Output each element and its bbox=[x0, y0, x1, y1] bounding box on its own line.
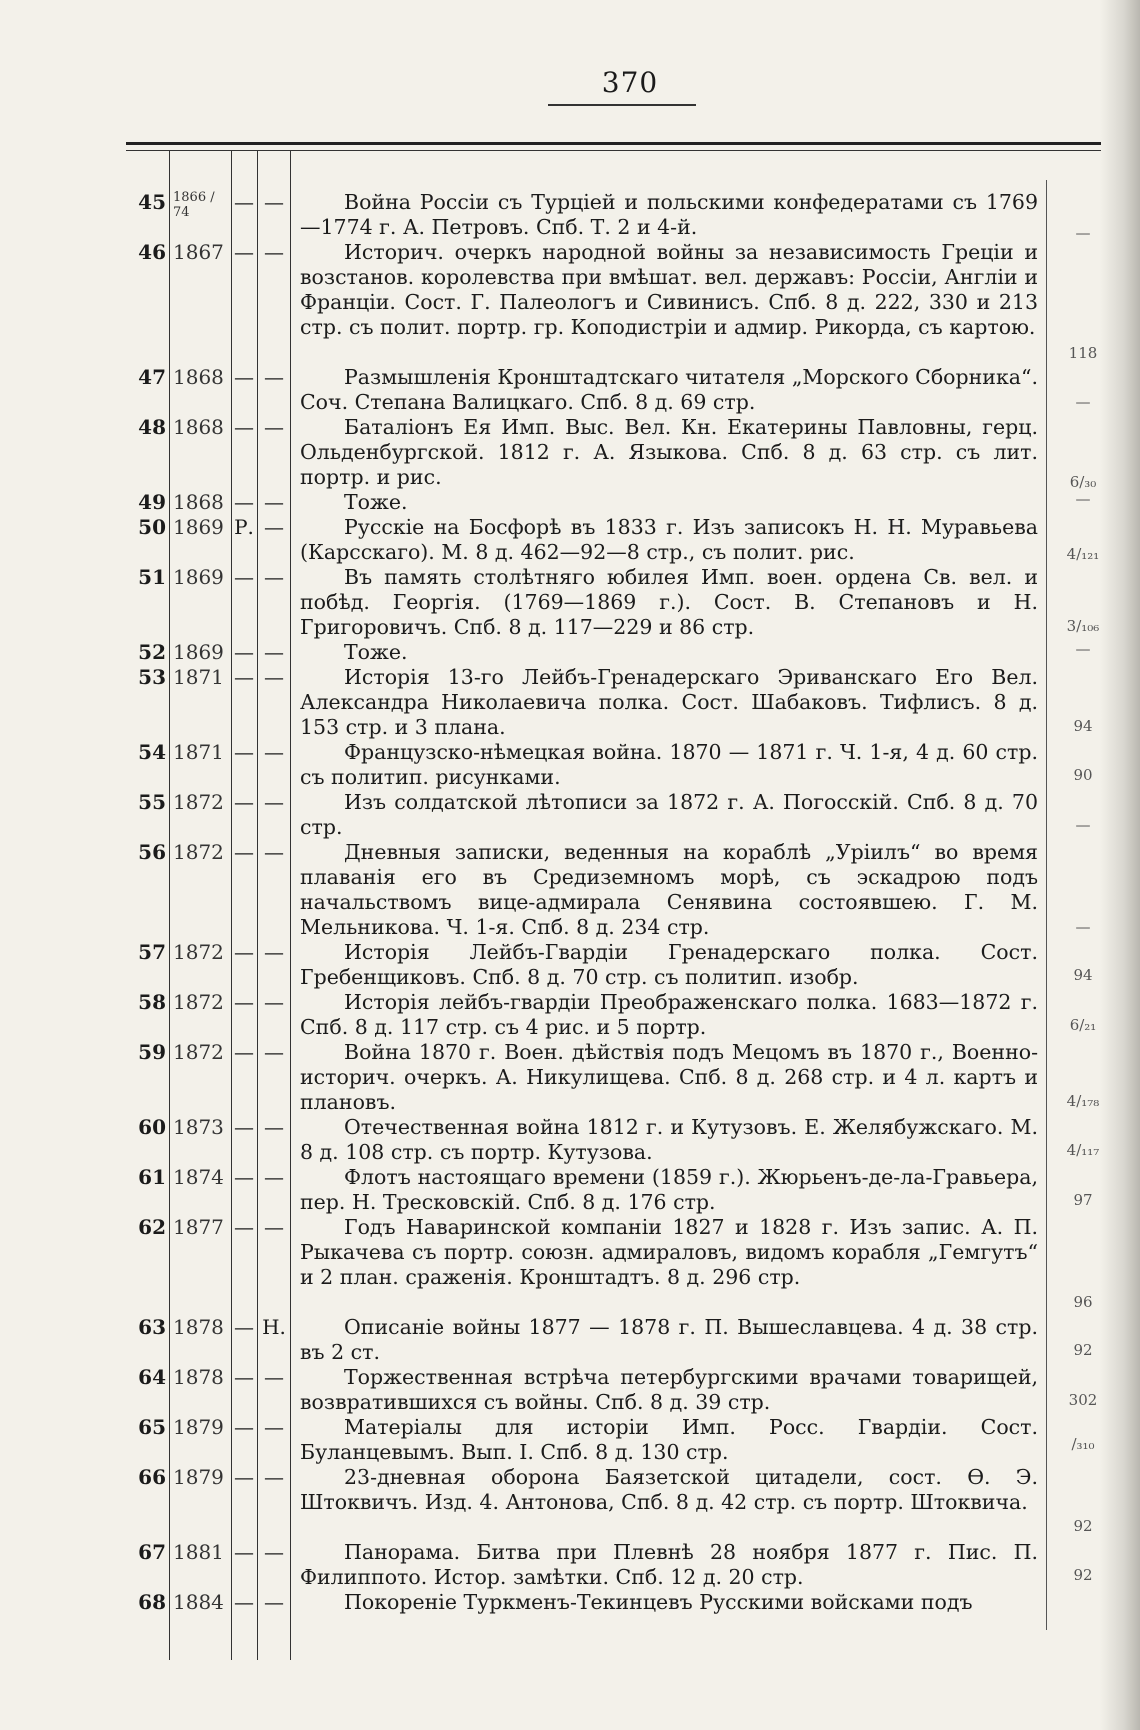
entry-col-b: — bbox=[264, 665, 284, 689]
entry-price: — bbox=[1075, 816, 1091, 834]
entry-col-b: — bbox=[264, 1365, 284, 1389]
entry-year: 1871 bbox=[173, 665, 224, 689]
entry-col-a: — bbox=[234, 565, 254, 589]
entry-price: — bbox=[1075, 393, 1091, 411]
entry-price: 4/₁₁₇ bbox=[1066, 1141, 1100, 1159]
entry-title: Торжественная встрѣча петербургскими врачами товарищей, возвратившихся съ войны. Спб. 8 д. 39 стр. bbox=[300, 1365, 1038, 1414]
entry-col-a: — bbox=[234, 1415, 254, 1439]
entry-year: 1869 bbox=[173, 515, 224, 539]
entry-col-a: — bbox=[234, 665, 254, 689]
entry-col-a: Р. bbox=[234, 515, 254, 539]
entry-col-a: — bbox=[234, 365, 254, 389]
page-number: 370 bbox=[601, 66, 659, 99]
entry-number: 57 bbox=[138, 940, 166, 964]
entry-price: 4/₁₂₁ bbox=[1066, 545, 1100, 563]
entry-col-a: — bbox=[234, 490, 254, 514]
entry-number: 58 bbox=[138, 990, 166, 1014]
entry-col-a: — bbox=[234, 1590, 254, 1614]
entry-col-a: — bbox=[234, 640, 254, 664]
entry-year: 1881 bbox=[173, 1540, 224, 1564]
entry-title: Война 1870 г. Воен. дѣйствія подъ Мецомъ въ 1870 г., Военно-историч. очеркъ. А. Никулищева. Спб. 8 д. 268 стр. и 4 л. картъ и плановъ. bbox=[300, 1040, 1038, 1114]
entry-year: 1869 bbox=[173, 565, 224, 589]
entry-title: Тоже. bbox=[344, 640, 408, 664]
entry-col-a: — bbox=[234, 190, 254, 214]
entry-col-b: — bbox=[264, 365, 284, 389]
entry-number: 51 bbox=[138, 565, 166, 589]
entry-number: 59 bbox=[138, 1040, 166, 1064]
entry-number: 61 bbox=[138, 1165, 166, 1189]
entry-col-b: — bbox=[264, 1165, 284, 1189]
entry-col-a: — bbox=[234, 1465, 254, 1489]
entry-col-a: — bbox=[234, 1365, 254, 1389]
entry-number: 60 bbox=[138, 1115, 166, 1139]
entry-year: 1872 bbox=[173, 940, 224, 964]
entry-col-b: — bbox=[264, 490, 284, 514]
entry-year: 1874 bbox=[173, 1165, 224, 1189]
entry-title: Въ память столѣтняго юбилея Имп. воен. ордена Св. вел. и побѣд. Георгія. (1769—1869 г.). Сост. В. Степановъ и Н. Григоровичъ. Спб. 8 д. 117—229 и 86 стр. bbox=[300, 565, 1038, 639]
entry-year: 1872 bbox=[173, 790, 224, 814]
entry-year: 1878 bbox=[173, 1365, 224, 1389]
entry-number: 49 bbox=[138, 490, 166, 514]
entry-title: Баталіонъ Ея Имп. Выс. Вел. Кн. Екатерины Павловны, герц. Ольденбургской. 1812 г. А. Языкова. Спб. 8 д. 63 стр. съ лит. портр. и рис. bbox=[300, 415, 1038, 489]
entry-price: 302 bbox=[1068, 1391, 1098, 1409]
entry-title: Годъ Наваринской компаніи 1827 и 1828 г. Изъ запис. А. П. Рыкачева съ портр. союзн. адмираловъ, видомъ корабля „Гемгутъ“ и 2 план. сраженія. Кронштадтъ. 8 д. 296 стр. bbox=[300, 1215, 1038, 1289]
entry-col-a: — bbox=[234, 790, 254, 814]
entry-title: Покореніе Туркменъ-Текинцевъ Русскими войсками подъ bbox=[344, 1590, 973, 1614]
entry-price: 6/₂₁ bbox=[1069, 1016, 1097, 1034]
entry-year: 1873 bbox=[173, 1115, 224, 1139]
column-divider-year bbox=[231, 150, 232, 1660]
entry-col-b: — bbox=[264, 940, 284, 964]
entry-number: 46 bbox=[138, 240, 166, 264]
entry-title: Матеріалы для исторіи Имп. Росс. Гвардіи. Сост. Буланцевымъ. Вып. I. Спб. 8 д. 130 стр. bbox=[300, 1415, 1038, 1464]
entry-price: 4/₁₇₈ bbox=[1066, 1092, 1100, 1110]
table-top-rule-thin bbox=[126, 150, 1101, 151]
entry-col-b: — bbox=[264, 1590, 284, 1614]
entry-title: Исторія Лейбъ-Гвардіи Гренадерскаго полка. Сост. Гребенщиковъ. Спб. 8 д. 70 стр. съ политип. изобр. bbox=[300, 940, 1038, 989]
entry-col-b: — bbox=[264, 990, 284, 1014]
entry-title: Панорама. Битва при Плевнѣ 28 ноября 1877 г. Пис. П. Филиппото. Истор. замѣтки. Спб. 12 д. 20 стр. bbox=[300, 1540, 1038, 1589]
entry-price: — bbox=[1075, 224, 1091, 242]
entry-price: 3/₁₀₆ bbox=[1066, 617, 1100, 635]
entry-number: 48 bbox=[138, 415, 166, 439]
entry-col-b: — bbox=[264, 565, 284, 589]
entry-price: 92 bbox=[1073, 1517, 1093, 1535]
entry-year: 1878 bbox=[173, 1315, 224, 1339]
entry-col-b: — bbox=[264, 190, 284, 214]
entry-number: 68 bbox=[138, 1590, 166, 1614]
entry-year: 1877 bbox=[173, 1215, 224, 1239]
entry-number: 54 bbox=[138, 740, 166, 764]
entry-price: 92 bbox=[1073, 1566, 1093, 1584]
entry-number: 62 bbox=[138, 1215, 166, 1239]
entry-price: — bbox=[1075, 918, 1091, 936]
entry-number: 56 bbox=[138, 840, 166, 864]
entry-title: Флотъ настоящаго времени (1859 г.). Жюрьенъ-де-ла-Гравьера, пер. Н. Тресковскій. Спб. 8 д. 176 стр. bbox=[300, 1165, 1038, 1214]
entry-title: Русскіе на Босфорѣ въ 1833 г. Изъ записокъ Н. Н. Муравьева (Карсскаго). М. 8 д. 462—92—8 стр., съ полит. рис. bbox=[300, 515, 1038, 564]
entry-year: 1868 bbox=[173, 415, 224, 439]
entry-col-a: — bbox=[234, 740, 254, 764]
entry-col-b: — bbox=[264, 1215, 284, 1239]
entry-year: 1867 bbox=[173, 240, 224, 264]
entry-year: 1868 bbox=[173, 490, 224, 514]
entry-year: 1871 bbox=[173, 740, 224, 764]
entry-col-b: — bbox=[264, 515, 284, 539]
entry-title: Изъ солдатской лѣтописи за 1872 г. А. Погосскій. Спб. 8 д. 70 стр. bbox=[300, 790, 1038, 839]
entry-col-b: — bbox=[264, 1415, 284, 1439]
entry-year: 1879 bbox=[173, 1465, 224, 1489]
entry-col-a: — bbox=[234, 1040, 254, 1064]
entry-number: 52 bbox=[138, 640, 166, 664]
entry-col-b: — bbox=[264, 1540, 284, 1564]
entry-price: 97 bbox=[1073, 1191, 1093, 1209]
entry-col-a: — bbox=[234, 1115, 254, 1139]
entry-number: 65 bbox=[138, 1415, 166, 1439]
entry-col-b: — bbox=[264, 640, 284, 664]
entry-col-b: — bbox=[264, 240, 284, 264]
entry-title: Исторія лейбъ-гвардіи Преображенскаго полка. 1683—1872 г. Спб. 8 д. 117 стр. съ 4 рис. и 5 портр. bbox=[300, 990, 1038, 1039]
table-top-rule bbox=[126, 142, 1101, 145]
entry-col-a: — bbox=[234, 940, 254, 964]
entry-price: 96 bbox=[1073, 1293, 1093, 1311]
entry-col-b: — bbox=[264, 1115, 284, 1139]
entry-title: Война Россіи съ Турціей и польскими конфедератами съ 1769—1774 г. А. Петровъ. Спб. Т. 2 и 4-й. bbox=[300, 190, 1038, 239]
entry-year: 1884 bbox=[173, 1590, 224, 1614]
entry-year: 1872 bbox=[173, 840, 224, 864]
entry-col-a: — bbox=[234, 1540, 254, 1564]
page-edge-shadow bbox=[1100, 0, 1140, 1730]
entry-col-b: — bbox=[264, 1465, 284, 1489]
entry-col-a: — bbox=[234, 840, 254, 864]
entry-col-b: — bbox=[264, 790, 284, 814]
entry-year: 1868 bbox=[173, 365, 224, 389]
entry-price: /₃₁₀ bbox=[1071, 1435, 1095, 1453]
entry-col-a: — bbox=[234, 1165, 254, 1189]
entry-number: 63 bbox=[138, 1315, 166, 1339]
entry-year: 1866 / 74 bbox=[173, 190, 215, 220]
entry-price: 94 bbox=[1073, 966, 1093, 984]
entry-number: 50 bbox=[138, 515, 166, 539]
entry-price: 92 bbox=[1073, 1341, 1093, 1359]
entry-col-a: — bbox=[234, 990, 254, 1014]
entry-price: 90 bbox=[1073, 766, 1093, 784]
column-divider-right bbox=[1046, 180, 1047, 1630]
entry-title: Исторія 13-го Лейбъ-Гренадерскаго Эриванскаго Его Вел. Александра Николаевича полка. Сост. Шабаковъ. Тифлисъ. 8 д. 153 стр. и 3 плана. bbox=[300, 665, 1038, 739]
entry-number: 55 bbox=[138, 790, 166, 814]
entry-col-b: — bbox=[264, 740, 284, 764]
column-divider-c1 bbox=[257, 150, 258, 1660]
entry-title: Размышленія Кронштадтскаго читателя „Морского Сборника“. Соч. Степана Валицкаго. Спб. 8 д. 69 стр. bbox=[300, 365, 1038, 414]
entry-year: 1869 bbox=[173, 640, 224, 664]
entry-number: 53 bbox=[138, 665, 166, 689]
entry-col-a: — bbox=[234, 1215, 254, 1239]
entry-title: Тоже. bbox=[344, 490, 408, 514]
entry-price: — bbox=[1075, 640, 1091, 658]
entry-price: 94 bbox=[1073, 717, 1093, 735]
page-number-underline bbox=[548, 104, 696, 106]
entry-title: 23-дневная оборона Баязетской цитадели, сост. Ѳ. Э. Штоквичъ. Изд. 4. Антонова, Спб. 8 д. 42 стр. съ портр. Штоквича. bbox=[300, 1465, 1038, 1514]
entry-price: 118 bbox=[1068, 344, 1098, 362]
entry-year: 1872 bbox=[173, 1040, 224, 1064]
entry-number: 45 bbox=[138, 190, 166, 214]
entry-col-b: — bbox=[264, 1040, 284, 1064]
entry-title: Описаніе войны 1877 — 1878 г. П. Вышеславцева. 4 д. 38 стр. въ 2 ст. bbox=[300, 1315, 1038, 1364]
entry-number: 67 bbox=[138, 1540, 166, 1564]
entry-year: 1879 bbox=[173, 1415, 224, 1439]
entry-title: Французско-нѣмецкая война. 1870 — 1871 г. Ч. 1-я, 4 д. 60 стр. съ политип. рисунками. bbox=[300, 740, 1038, 789]
entry-title: Историч. очеркъ народной войны за независимость Греціи и возстанов. королевства при вмѣшат. вел. державъ: Россіи, Англіи и Франціи. Сост. Г. Палеологъ и Сивинисъ. Спб. 8 д. 222, 330 и 213 стр. съ полит. портр. гр. Коподистріи и адмир. Рикорда, съ картою. bbox=[300, 240, 1038, 339]
entry-col-a: — bbox=[234, 240, 254, 264]
entry-col-b: — bbox=[264, 415, 284, 439]
entry-col-b: — bbox=[264, 840, 284, 864]
entry-col-a: — bbox=[234, 1315, 254, 1339]
entry-price: 6/₃₀ bbox=[1069, 473, 1097, 491]
entry-title: Отечественная война 1812 г. и Кутузовъ. Е. Желябужскаго. М. 8 д. 108 стр. съ портр. Кутузова. bbox=[300, 1115, 1038, 1164]
entry-number: 66 bbox=[138, 1465, 166, 1489]
column-divider-num bbox=[169, 150, 170, 1660]
entry-title: Дневныя записки, веденныя на кораблѣ „Уріилъ“ во время плаванія его въ Средиземномъ морѣ, съ эскадрою подъ начальствомъ вице-адмирала Сенявина состоявшею. Г. М. Мельникова. Ч. 1-я. Спб. 8 д. 234 стр. bbox=[300, 840, 1038, 939]
entry-col-a: — bbox=[234, 415, 254, 439]
entry-year: 1872 bbox=[173, 990, 224, 1014]
entry-number: 47 bbox=[138, 365, 166, 389]
column-divider-c2 bbox=[290, 150, 291, 1660]
entry-price: — bbox=[1075, 490, 1091, 508]
entry-number: 64 bbox=[138, 1365, 166, 1389]
entry-col-b: Н. bbox=[262, 1315, 286, 1339]
